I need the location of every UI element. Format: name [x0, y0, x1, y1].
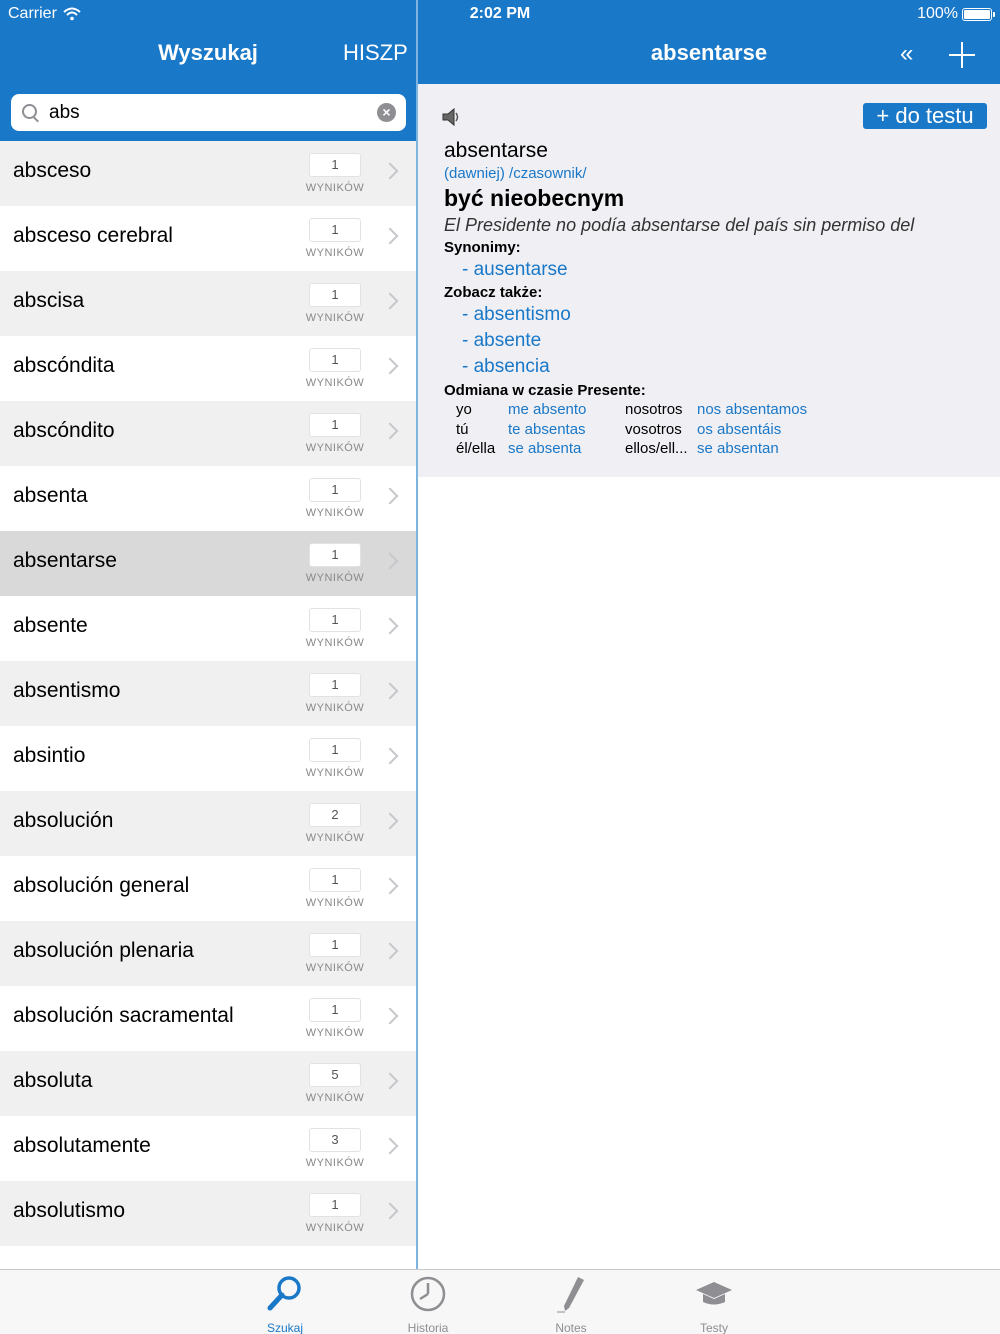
- clock-icon: [408, 1274, 448, 1314]
- result-count-badge: 1: [309, 933, 361, 957]
- result-count-badge: 1: [309, 673, 361, 697]
- result-term: absolución: [13, 809, 114, 832]
- result-row[interactable]: [0, 921, 416, 986]
- chevron-right-icon: [382, 618, 399, 635]
- conj-pronoun: él/ella: [456, 440, 496, 457]
- battery-icon: [962, 8, 992, 21]
- conj-form: se absenta: [508, 440, 582, 457]
- result-row[interactable]: [0, 1181, 416, 1246]
- result-row[interactable]: [0, 596, 416, 661]
- chevron-right-icon: [382, 683, 399, 700]
- chevron-right-icon: [382, 293, 399, 310]
- result-count-badge: 1: [309, 543, 361, 567]
- chevron-right-icon: [382, 423, 399, 440]
- status-bar: [0, 0, 1000, 28]
- entry-example: El Presidente no podía absentarse del país sin permiso del: [444, 215, 915, 235]
- result-count-label: WYNIKÓW: [305, 1157, 365, 1169]
- entry-nav-title: absentarse: [650, 40, 768, 65]
- see-also-link[interactable]: - absencia: [462, 356, 550, 377]
- synonym-link[interactable]: - ausentarse: [462, 259, 568, 280]
- chevron-right-icon: [382, 1203, 399, 1220]
- result-term: abscisa: [13, 289, 85, 312]
- result-row[interactable]: [0, 466, 416, 531]
- result-count-label: WYNIKÓW: [305, 312, 365, 324]
- clear-search-icon[interactable]: ×: [377, 103, 396, 122]
- result-row[interactable]: [0, 141, 416, 206]
- result-row[interactable]: [0, 1051, 416, 1116]
- result-count-badge: 1: [309, 608, 361, 632]
- result-row[interactable]: [0, 206, 416, 271]
- add-icon[interactable]: [948, 42, 976, 70]
- chevron-right-icon: [382, 1138, 399, 1155]
- carrier-label: Carrier: [8, 5, 57, 22]
- result-term: absolución plenaria: [13, 939, 194, 962]
- result-count-label: WYNIKÓW: [305, 832, 365, 844]
- chevron-right-icon: [382, 813, 399, 830]
- result-row[interactable]: [0, 336, 416, 401]
- chevron-right-icon: [382, 943, 399, 960]
- result-count-badge: 1: [309, 478, 361, 502]
- tab-label: Szukaj: [266, 1321, 304, 1334]
- result-count-label: WYNIKÓW: [305, 897, 365, 909]
- conj-form: nos absentamos: [697, 401, 808, 418]
- conj-pronoun: ellos/ell...: [625, 440, 688, 457]
- result-term: absoluta: [13, 1069, 93, 1092]
- add-to-test-button[interactable]: + do testu: [863, 103, 987, 129]
- conj-form: te absentas: [508, 421, 586, 438]
- result-term: absentarse: [13, 549, 117, 572]
- tab-search[interactable]: [245, 1270, 325, 1334]
- chevron-right-icon: [382, 163, 399, 180]
- result-term: absolución general: [13, 874, 190, 897]
- result-count-badge: 2: [309, 803, 361, 827]
- search-field[interactable]: [11, 94, 406, 131]
- result-count-badge: 1: [309, 348, 361, 372]
- result-row[interactable]: [0, 726, 416, 791]
- conj-form: me absento: [508, 401, 587, 418]
- search-icon: [265, 1274, 305, 1314]
- result-row[interactable]: [0, 791, 416, 856]
- result-term: absceso cerebral: [13, 224, 173, 247]
- chevron-right-icon: [382, 553, 399, 570]
- result-count-label: WYNIKÓW: [305, 442, 365, 454]
- result-count-badge: 5: [309, 1063, 361, 1087]
- result-count-badge: 1: [309, 153, 361, 177]
- result-term: absolución sacramental: [13, 1004, 234, 1027]
- result-count-label: WYNIKÓW: [305, 572, 365, 584]
- result-row[interactable]: [0, 531, 416, 596]
- chevron-right-icon: [382, 228, 399, 245]
- entry-detail: [418, 84, 1000, 477]
- battery-percent: 100%: [917, 5, 958, 22]
- result-row[interactable]: [0, 986, 416, 1051]
- see-also-link[interactable]: - absentismo: [462, 304, 571, 325]
- result-term: absenta: [13, 484, 88, 507]
- conj-form: os absentáis: [697, 421, 782, 438]
- result-count-badge: 1: [309, 413, 361, 437]
- chevron-right-icon: [382, 748, 399, 765]
- tab-bar: [0, 1269, 1000, 1334]
- pencil-icon: [551, 1274, 591, 1314]
- result-count-label: WYNIKÓW: [305, 637, 365, 649]
- result-count-label: WYNIKÓW: [305, 1092, 365, 1104]
- result-row[interactable]: [0, 661, 416, 726]
- result-row[interactable]: [0, 1116, 416, 1181]
- result-count-label: WYNIKÓW: [305, 1027, 365, 1039]
- tab-label: Historia: [407, 1321, 449, 1334]
- language-button[interactable]: HISZP: [343, 40, 408, 65]
- result-count-badge: 1: [309, 738, 361, 762]
- graduation-cap-icon: [694, 1274, 734, 1314]
- result-term: absintio: [13, 744, 86, 767]
- speaker-icon[interactable]: [440, 106, 462, 128]
- collapse-back-button[interactable]: «: [900, 40, 914, 67]
- result-count-badge: 1: [309, 1193, 361, 1217]
- result-count-badge: 1: [309, 868, 361, 892]
- result-row[interactable]: [0, 401, 416, 466]
- synonyms-heading: Synonimy:: [444, 239, 521, 256]
- search-nav-title: Wyszukaj: [158, 40, 258, 65]
- result-count-label: WYNIKÓW: [305, 767, 365, 779]
- result-term: abscóndito: [13, 419, 115, 442]
- result-term: absentismo: [13, 679, 121, 702]
- result-term: absolutismo: [13, 1199, 126, 1222]
- entry-translation: być nieobecnym: [444, 185, 625, 211]
- conj-form: se absentan: [697, 440, 779, 457]
- result-row[interactable]: [0, 856, 416, 921]
- conj-pronoun: tú: [456, 421, 469, 438]
- battery-indicator: [917, 5, 992, 23]
- tab-history[interactable]: [388, 1270, 468, 1334]
- result-count-badge: 1: [309, 218, 361, 242]
- conj-pronoun: yo: [456, 401, 472, 418]
- top-bar: [0, 0, 1000, 84]
- tab-label: Notes: [555, 1321, 587, 1334]
- entry-part-of-speech[interactable]: (dawniej) /czasownik/: [444, 165, 587, 182]
- result-count-label: WYNIKÓW: [305, 1222, 365, 1234]
- result-term: absolutamente: [13, 1134, 151, 1157]
- conjugation-heading: Odmiana w czasie Presente:: [444, 382, 646, 399]
- search-icon: [21, 103, 41, 123]
- result-term: abscóndita: [13, 354, 115, 377]
- result-count-label: WYNIKÓW: [305, 507, 365, 519]
- entry-word: absentarse: [444, 139, 548, 162]
- chevron-right-icon: [382, 358, 399, 375]
- result-count-badge: 1: [309, 283, 361, 307]
- result-term: absceso: [13, 159, 92, 182]
- result-count-label: WYNIKÓW: [305, 377, 365, 389]
- search-input[interactable]: [49, 102, 369, 124]
- tab-label: Testy: [699, 1321, 728, 1334]
- conj-pronoun: nosotros: [625, 401, 683, 418]
- result-row[interactable]: [0, 271, 416, 336]
- conj-pronoun: vosotros: [625, 421, 682, 438]
- chevron-right-icon: [382, 1008, 399, 1025]
- tab-notes[interactable]: [531, 1270, 611, 1334]
- chevron-right-icon: [382, 488, 399, 505]
- see-also-link[interactable]: - absente: [462, 330, 542, 351]
- result-count-label: WYNIKÓW: [305, 962, 365, 974]
- tab-tests[interactable]: [674, 1270, 754, 1334]
- result-count-label: WYNIKÓW: [305, 702, 365, 714]
- result-count-label: WYNIKÓW: [305, 182, 365, 194]
- result-list: [0, 141, 416, 1270]
- result-term: absente: [13, 614, 88, 637]
- result-count-label: WYNIKÓW: [305, 247, 365, 259]
- chevron-right-icon: [382, 878, 399, 895]
- status-time: 2:02 PM: [469, 5, 531, 22]
- see-also-heading: Zobacz także:: [444, 284, 543, 301]
- chevron-right-icon: [382, 1073, 399, 1090]
- result-count-badge: 3: [309, 1128, 361, 1152]
- search-area: [0, 84, 416, 141]
- result-count-badge: 1: [309, 998, 361, 1022]
